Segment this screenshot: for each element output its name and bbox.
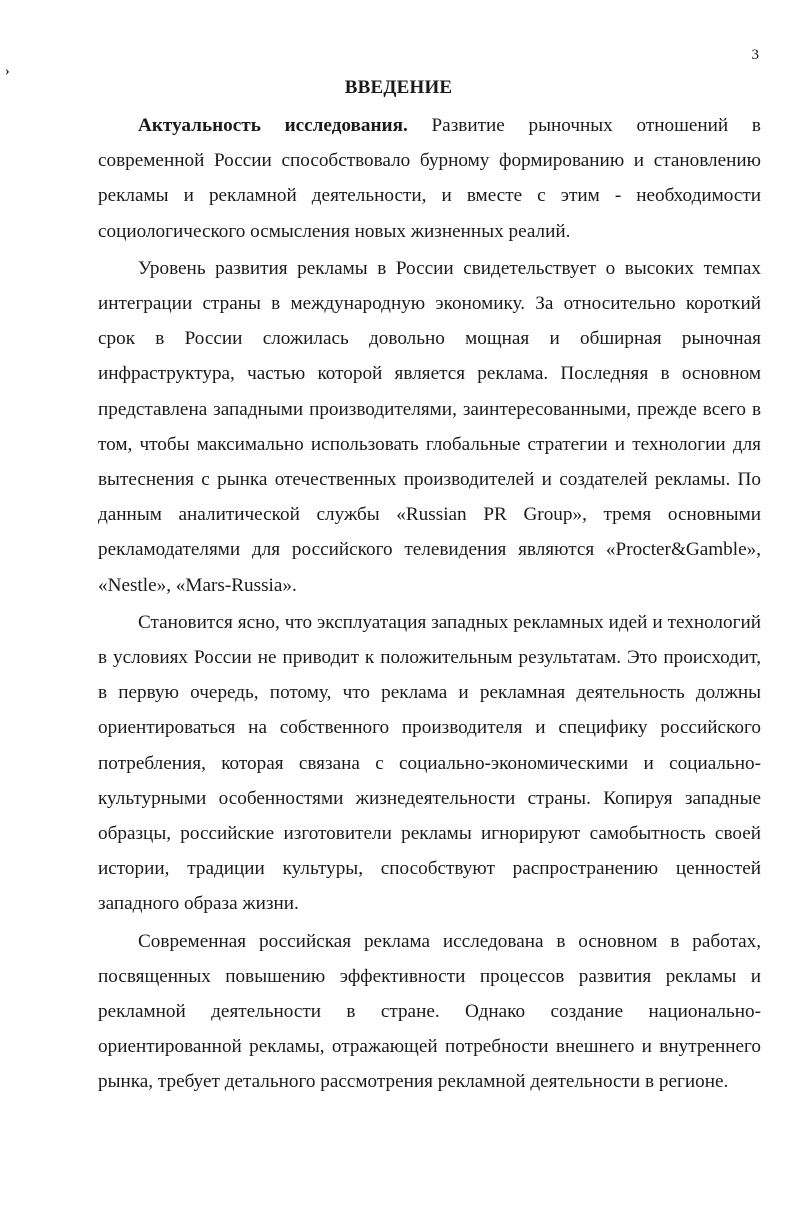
- section-heading: ВВЕДЕНИЕ: [344, 77, 453, 98]
- paragraph-relevance: [98, 108, 761, 249]
- paragraph-text: Развитие рыночных отношений в современной России способствовало бурному формированию и становлению рекламы и рекламной деятельности, и вместе с этим - необходимости социологического осмысления новых жизненных реалий.: [98, 115, 761, 242]
- paragraph: Современная российская реклама исследована в основном в работах, посвященных повышению эффективности процессов развития рекламы и рекламной деятельности в стране. Однако создание национально-ориентированной рекламы, отражающей потребности внешнего и внутреннего рынка, требует детального рассмотрения рекламной деятельности в регионе.: [98, 930, 761, 1093]
- body-text: [98, 108, 761, 1100]
- paragraph-lead: Актуальность исследования.: [138, 115, 408, 136]
- page-number: 3: [751, 47, 759, 63]
- paragraph: Уровень развития рекламы в России свидетельствует о высоких темпах интеграции страны в международную экономику. За относительно короткий срок в России сложилась довольно мощная и обширная рыночная инфраструктура, частью которой является реклама. Последняя в основном представлена западными производителями, заинтересованными, прежде всего в том, чтобы максимально использовать глобальные стратегии и технологии для вытеснения с рынка отечественных производителей и создателей рекламы. По данным аналитической службы «Russian PR Group», тремя основными рекламодателями для российского телевидения являются «Procter&Gamble», «Nestle», «Mars-Russia».: [98, 257, 761, 596]
- margin-mark: ›: [5, 64, 10, 79]
- paragraph: Становится ясно, что эксплуатация западных рекламных идей и технологий в условиях России не приводит к положительным результатам. Это происходит, в первую очередь, потому, что реклама и рекламная деятельность должны ориентироваться на собственного производителя и специфику российского потребления, которая связана с социально-экономическими и социально-культурными особенностями жизнедеятельности страны. Копируя западные образцы, российские изготовители рекламы игнорируют самобытность своей истории, традиции культуры, способствуют распространению ценностей западного образа жизни.: [98, 611, 761, 915]
